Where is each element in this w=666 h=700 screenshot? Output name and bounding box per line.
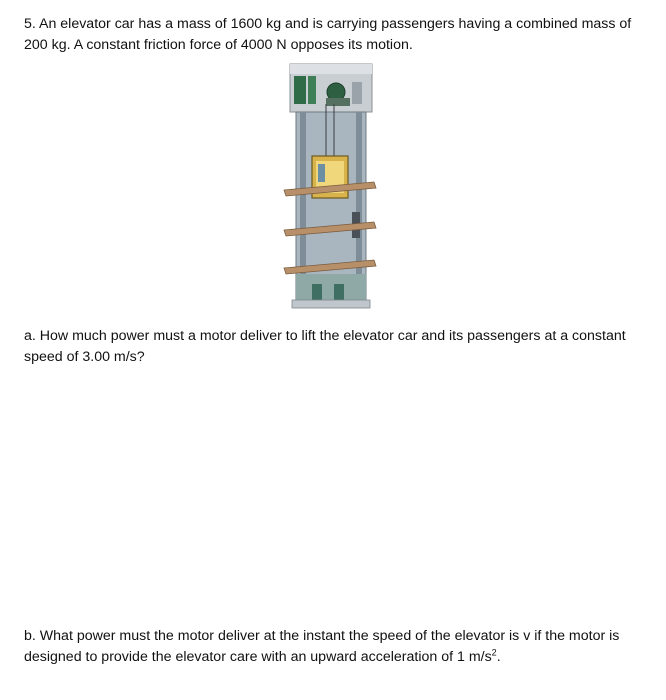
- question-a: a. How much power must a motor deliver to lift the elevator car and its passengers at a constant speed of 3.00 m/s?: [24, 328, 626, 365]
- problem-statement: 5. An elevator car has a mass of 1600 kg and is carrying passengers having a combined mass of 200 kg. A constant friction force of 4000 N opposes its motion.: [24, 16, 632, 53]
- period: .: [496, 649, 501, 665]
- question-b: [24, 626, 644, 668]
- elevator-shaft-illustration: [264, 62, 392, 312]
- question-b-text: b. What power must the motor deliver at the instant the speed of the elevator is v if the motor is designed to provide the elevator care with an upward acceleration of 1 m/s: [24, 628, 620, 665]
- exponent: 2: [491, 647, 497, 658]
